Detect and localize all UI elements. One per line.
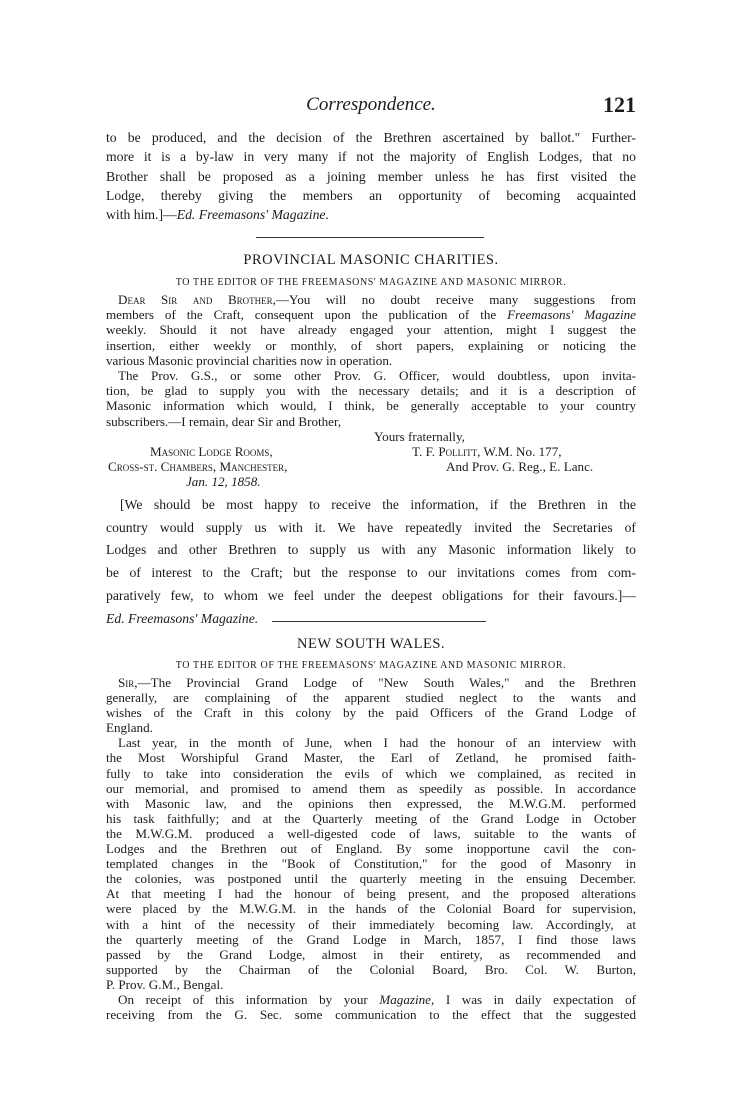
editor-signature: Ed. Freemasons' Magazine. <box>106 610 259 626</box>
editorial-note <box>106 494 636 630</box>
text-line: Sir,—The Provincial Grand Lodge of "New South Wales," and the Brethren <box>118 675 636 690</box>
salutation: Sir, <box>118 675 138 690</box>
text-line: members of the Craft, consequent upon the publication of the Freemasons' Magazine <box>106 307 636 323</box>
text-line: At that meeting I had the honour of being present, and the proposed alterations <box>106 886 636 902</box>
text-line: our memorial, and promised to amend them as speedily as possible. In accordance <box>106 780 636 796</box>
addressee-line: TO THE EDITOR OF THE FREEMASONS' MAGAZINE AND MASONIC MIRROR. <box>175 660 567 671</box>
text-line: various Masonic provincial charities now in operation. <box>106 352 393 368</box>
section-heading: PROVINCIAL MASONIC CHARITIES. <box>243 252 499 268</box>
text-line: England. <box>106 720 153 736</box>
addressee-line: TO THE EDITOR OF THE FREEMASONS' MAGAZINE AND MASONIC MIRROR. <box>175 277 567 288</box>
running-title: Correspondence. <box>306 94 436 115</box>
text-line: receiving from the G. Sec. some communication to the effect that the suggested <box>106 1007 636 1023</box>
text-line: insertion, either weekly or monthly, of short papers, explaining or noticing the <box>106 337 636 353</box>
text-line: wishes of the Craft in this colony by the paid Officers of the Grand Lodge of <box>106 705 636 721</box>
text-line: the Most Worshipful Grand Master, the Earl of Zetland, he promised faith- <box>106 750 636 766</box>
text-line: the quarterly meeting of the Grand Lodge in March, 1857, I find those laws <box>106 931 636 947</box>
text-line: Brother shall be proposed as a joining member unless he has first visited the <box>106 168 636 184</box>
section-heading: NEW SOUTH WALES. <box>296 636 446 652</box>
text-line: templated changes in the "Book of Constitution," for the good of Masonry in <box>106 856 636 872</box>
address-line-1: Masonic Lodge Rooms, <box>150 444 273 459</box>
signer-line-1: T. F. Pollitt, W.M. No. 177, <box>412 444 562 459</box>
address-line-2: Cross-st. Chambers, Manchester, <box>108 459 288 474</box>
text-line: P. Prov. G.M., Bengal. <box>106 976 224 992</box>
text-line <box>106 205 636 224</box>
text-line: to be produced, and the decision of the Brethren ascertained by ballot." Further- <box>106 130 636 145</box>
letter-body <box>106 292 636 429</box>
text-line: On receipt of this information by your Magazine, I was in daily expectation of <box>118 991 636 1007</box>
text-line: were placed by the M.W.G.M. in the hands of the Colonial Board for supervision, <box>106 901 636 917</box>
text-line: Last year, in the month of June, when I had the honour of an interview with <box>118 735 636 751</box>
letter-date: Jan. 12, 1858. <box>186 474 261 489</box>
signer-line-2: And Prov. G. Reg., E. Lanc. <box>446 459 594 474</box>
text-line: supported by the Chairman of the Colonial Board, Bro. Col. W. Burton, <box>106 961 636 977</box>
text-line: country would supply us with it. We have repeatedly invited the Secretaries of <box>106 519 636 535</box>
intro-last-plain: with him.]— <box>106 207 177 223</box>
running-header <box>106 92 636 122</box>
salutation: Dear Sir and Brother, <box>118 292 276 307</box>
text-line: Lodges and other Brethren to supply us with any Masonic information likely to <box>106 542 636 558</box>
letter-body <box>106 675 636 1022</box>
closing: Yours fraternally, <box>374 429 465 444</box>
intro-paragraph <box>106 128 636 224</box>
text-line: with Masonic law, and the opinions then expressed, the M.W.G.M. performed <box>106 795 636 811</box>
page-number: 121 <box>603 92 636 117</box>
text-line: Lodges and the Brethren out of England. By some inopportune cavil the con- <box>106 841 636 857</box>
section-divider <box>272 621 486 622</box>
text-line: passed by the Grand Lodge, almost in their entirety, as recommended and <box>106 946 636 962</box>
text-line: his task faithfully; and at the Quarterly meeting of the Grand Lodge in October <box>106 810 636 826</box>
text-line: the M.W.G.M. produced a well-digested code of laws, suitable to the wants of <box>106 825 636 841</box>
editor-signature: Ed. Freemasons' Magazine. <box>176 207 329 223</box>
text-line: paratively few, to whom we feel under the deepest obligations for their favours.]— <box>106 587 636 603</box>
text-line: be of interest to the Craft; but the response to our invitations comes from com- <box>106 565 636 581</box>
text-line: subscribers.—I remain, dear Sir and Brother, <box>106 413 342 429</box>
text-line: the colonies, was postponed until the quarterly meeting in the ensuing December. <box>106 871 636 887</box>
text-line: Masonic information which would, I think, be generally acceptable to your country <box>106 398 636 414</box>
signer-name: T. F. Pollitt, <box>412 444 481 459</box>
text-line: tion, be glad to supply you with the necessary details; and it is a description of <box>106 383 636 399</box>
text-line: generally, are complaining of the apparent studied neglect to the wants and <box>106 690 636 706</box>
text-line: with a hint of the necessity of their immediately becoming law. Accordingly, at <box>106 916 636 932</box>
section-divider <box>256 237 484 238</box>
text-line: more it is a by-law in very many if not the majority of English Lodges, that no <box>106 149 636 165</box>
text-line: weekly. Should it not have already engaged your attention, might I suggest the <box>106 322 636 338</box>
text-line: Dear Sir and Brother,—You will no doubt receive many suggestions from <box>118 292 636 307</box>
text-line: fully to take into consideration the evils of which we complained, as recited in <box>106 765 636 781</box>
text-line: The Prov. G.S., or some other Prov. G. Officer, would doubtless, upon invita- <box>118 368 636 384</box>
text-line: Lodge, thereby giving the members an opportunity of becoming acquainted <box>106 187 636 203</box>
text-line: [We should be most happy to receive the information, if the Brethren in the <box>120 497 636 512</box>
